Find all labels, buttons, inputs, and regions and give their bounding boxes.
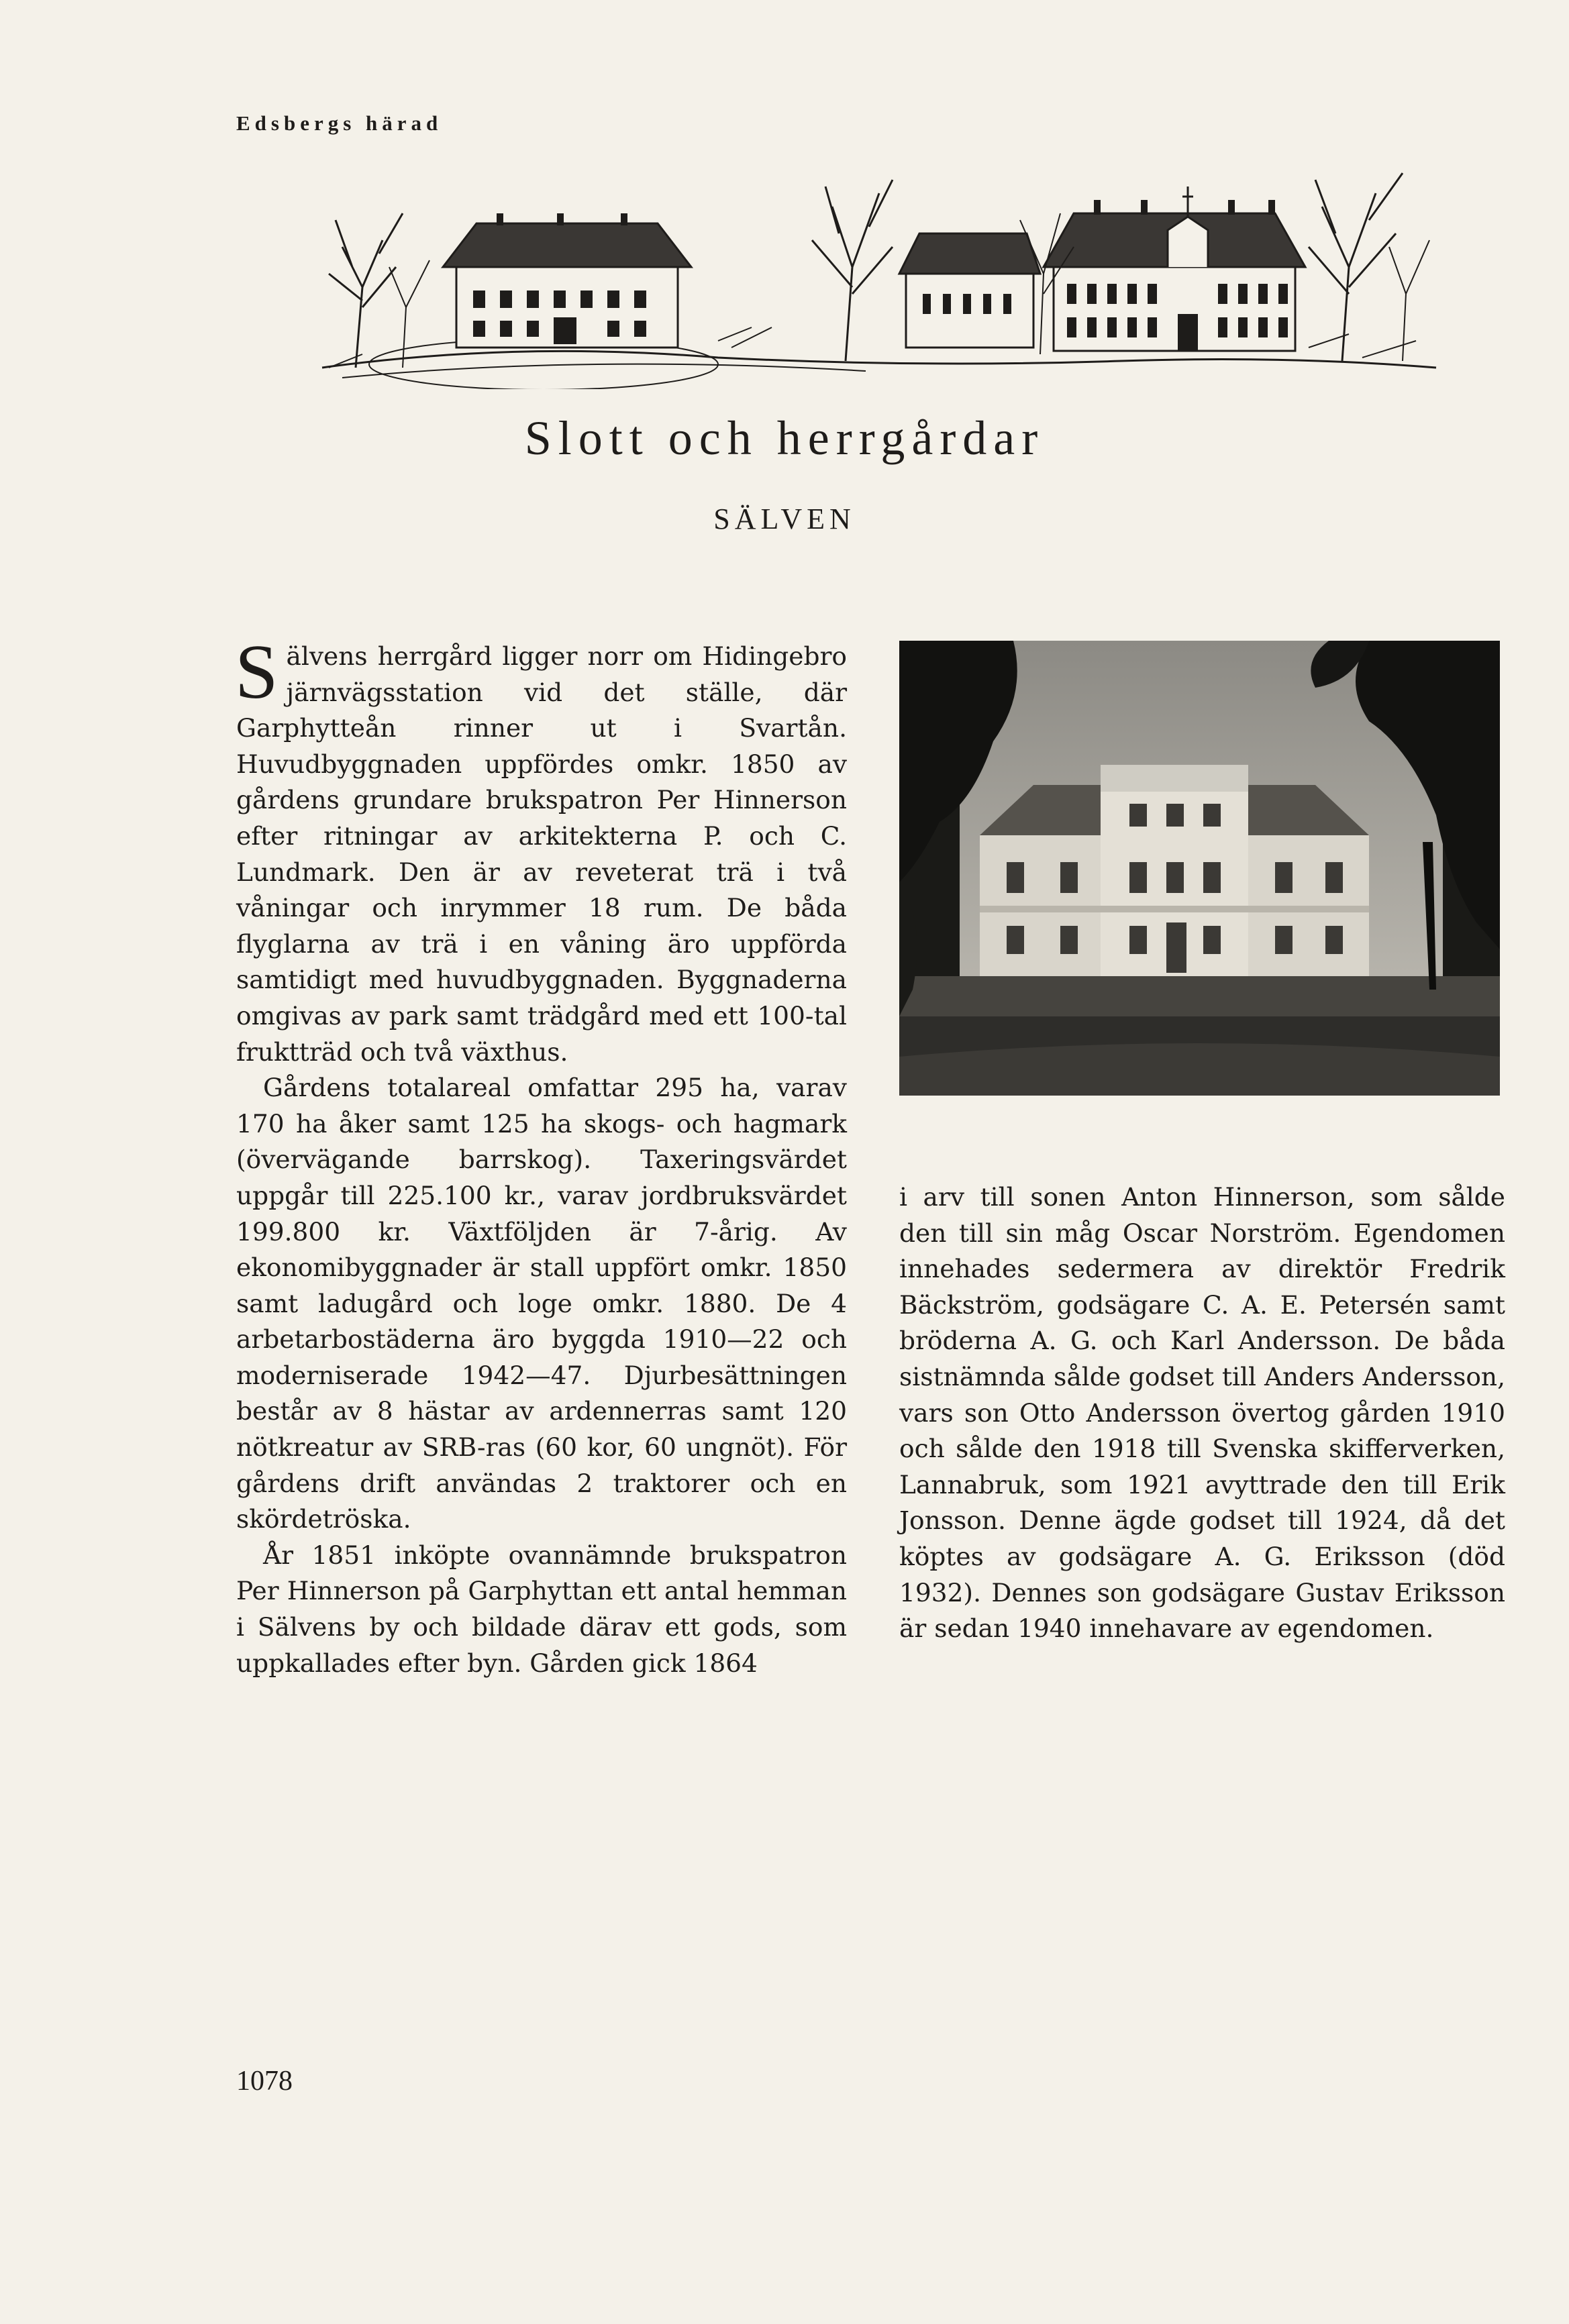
paragraph-2: Gårdens totalareal omfattar 295 ha, varav 170 ha åker samt 125 ha skogs- och hagmark (övervägande barrskog). Taxeringsvärdet uppgår till 225.100 kr., varav jordbruksvärdet 199.800 kr. Växtföljden är 7-årig. Av ekonomibyggnader är stall uppfört omkr. 1850 samt ladugård och loge omkr. 1880. De 4 arbetarbostäderna äro byggda 1910—22 och moderniserade 1942—47. Djurbesättningen består av 8 hästar av ardennerras samt 120 nötkreatur av SRB-ras (60 kor, 60 ungnöt). För gårdens drift användas 2 traktorer och en skördetröska. [236,1073,847,1534]
paragraph-4: i arv till sonen Anton Hinnerson, som sålde den till sin måg Oscar Norström. Egendomen innehades sedermera av direktör Fredrik Bäckström, godsägare C. A. E. Petersén samt bröderna A. G. och Karl Andersson. De båda sistnämnda sålde godset till Anders Andersson, vars son Otto Andersson övertog gården 1910 och sålde den 1918 till Svenska skifferverken, Lannabruk, som 1921 avyttrade den till Erik Jonsson. Denne ägde godset till 1924, då det köptes av godsägare A. G. Eriksson (död 1932). Dennes son godsägare Gustav Eriksson är sedan 1940 innehavare av egendomen. [899,1182,1505,1644]
running-head: Edsbergs härad [236,111,443,135]
page-title: Slott och herrgårdar [524,411,1045,465]
manor-houses-illustration [315,166,1443,389]
text-column-right [899,1179,1505,1647]
paragraph-1: Sälvens herrgård ligger norr om Hidingebro järnvägsstation vid det ställe, där Garphytteån rinner ut i Svartån. Huvudbyggnaden uppfördes omkr. 1850 av gårdens grundare brukspatron Per Hinnerson efter ritningar av arkitekterna P. och C. Lundmark. Den är av reveterat trä i två våningar och inrymmer 18 rum. De båda flyglarna av trä i en våning äro uppförda samtidigt med huvudbyggnaden. Byggnaderna omgivas av park samt trädgård med ett 100-tal fruktträd och två växthus. [235,629,847,1067]
drop-cap: S [235,629,279,715]
text-column-left [235,629,847,1681]
page-number: 1078 [236,2066,293,2097]
manor-photograph [899,641,1500,1096]
paragraph-3: År 1851 inköpte ovannämnde brukspatron Per Hinnerson på Garphyttan ett antal hemman i Sälvens by och bildade därav ett gods, som uppkallades efter byn. Gården gick 1864 [236,1540,847,1678]
estate-name: SÄLVEN [713,503,856,535]
